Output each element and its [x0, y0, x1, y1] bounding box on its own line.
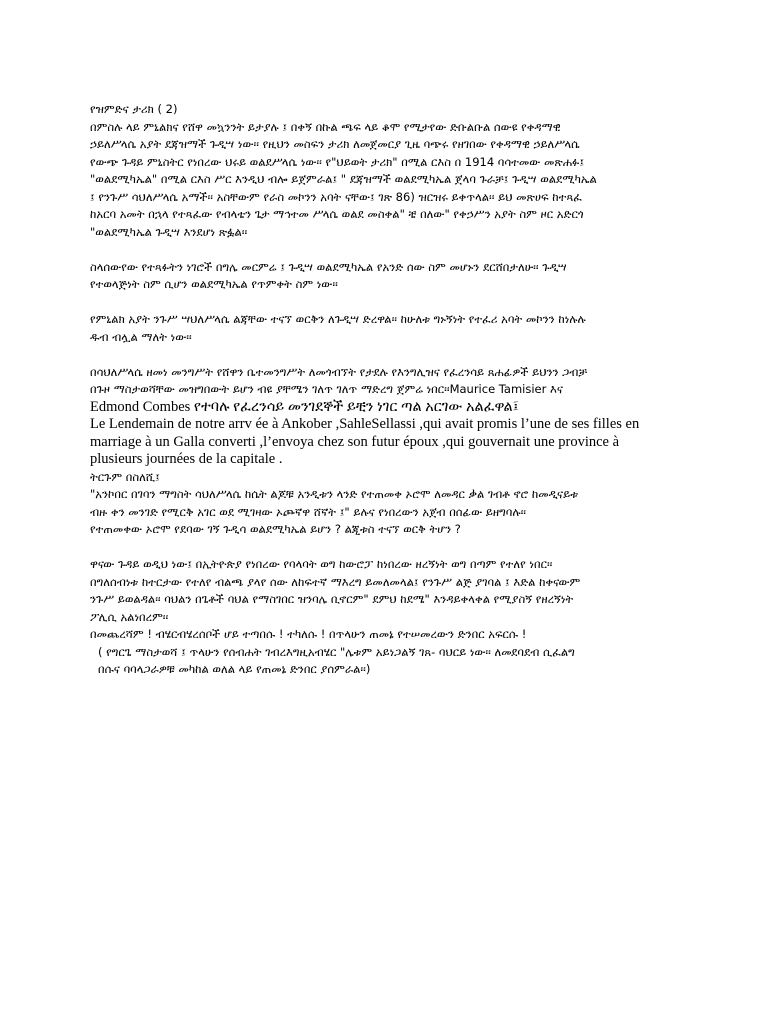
- paragraph-gap: [90, 294, 685, 312]
- paragraph-line: ዱብ ብሏል ማለት ነው፡፡: [90, 329, 192, 344]
- paragraph-gap: [90, 539, 685, 557]
- paragraph-line: የምኒልክ አያት ንጉሥ ሣህለሥላሴ ልጃቸው ተናኘ ወርቅን ለጉዲሣ ድረዋል፡፡ ከሁለቱ ግኑኝነት የተፈሪ አባት መኮንን ከነሉሉ: [90, 312, 586, 326]
- paragraph-line: በጉዞ ማስታወሻቸው መዝግበውት ይሆን ብዩ ያቸሜን ገለጥ ገለጥ ማድረግ ጀምሬ ነበር፡፡Maurice Tamisier እና: [90, 382, 563, 396]
- quote-line: plusieurs journées de la capitale .: [90, 451, 283, 467]
- paragraph-line: "ወልደሚካኤል ጉዲሣ እንደሆነ ጽፏል፡፡: [90, 224, 248, 239]
- quote-line: Le Lendemain de notre arrv ée à Ankober ,SahleSellassi ,qui avait promis l’une de ses filles en: [90, 416, 640, 432]
- paragraph-line: ከአርባ አመት በኋላ የተጻፈው የብላቴን ጌታ ማኅተመ ሥላሴ ወልደ መስቀል" ቼ በለው" የቀኃሥን አያት ስም ዞር አድርጎ: [90, 207, 584, 221]
- paragraph-gap: [90, 346, 685, 364]
- translation: [90, 486, 685, 539]
- paragraph-line: ንጉሥ ይወልዳል፡፡ ባህልን በጌቶች ባህል የማስገበር ዝንባሌ ቢኖርም" ደምህ ከደሜ" እንዳይቀላቀል የሚያስኝ የዘረኝነት: [90, 592, 574, 606]
- paragraph-line: በሳህለሥላሴ ዘመነ መንግሥት የሸዋን ቤተመንግሥት ለመጎብኘት የታደሉ የእንግሊዝና የፈረንሳይ ጸሐፊዎች ይህንን ጋብቻ: [90, 364, 588, 379]
- paragraph-line: ፖሊሲ አልነበረም፡፡: [90, 609, 169, 624]
- exclamation-line: በመጨረሻም ! ብሄርብሄረሰቦች ሆይ ተጣበሱ ! ተካለሱ ! በጥላሁን ጠመኔ የተሠመረውን ድንበር አፍርሱ !: [90, 627, 527, 641]
- translation-line: "አንኮበር በገባን ማግስት ሳህለሥላሴ ከሴት ልጆቹ አንዲቱን ላንድ የተጠመቀ ኦሮሞ ለመዳር ቃል ገብቶ ኖሮ ከመዲናይቱ: [90, 487, 578, 501]
- paragraph-line: ፤ የንጉሥ ሳህለሥላሴ አማች፡፡ አስቸውም የራስ መኮንን አባት ናቸው፤ ገጽ 86) ዝርዝሩ ይቀጥላል፡፡ ይህ መጽሀፍ ከተጻፈ: [90, 189, 582, 204]
- paragraph-line: ኃይለሥላሴ አያት ደጃዝማች ጉዲሣ ነው፡፡ የዚህን መስፍን ታሪክ ለመጀመርያ ጊዜ ባጭሩ የዘገበው የቀዳማዊ ኃይለሥላሴ: [90, 137, 580, 151]
- paragraph-line: ስላሰውየው የተጻፉትን ነገሮች በግሌ መርምሬ ፤ ጉዲሣ ወልደሚካኤል የአንድ ሰው ስም መሆኑን ደርሸበታለሁ፡፡ ጉዲሣ: [90, 259, 567, 274]
- paragraph-line: የተወላጅነት ስም ሲሆን ወልደሚካኤል የጥምቀት ስም ነው፡፡: [90, 277, 338, 291]
- paragraph-intro: [90, 119, 685, 242]
- paragraph-gap: [90, 241, 685, 259]
- paragraph-main-point: [90, 556, 685, 626]
- document-body: [90, 101, 685, 679]
- french-quote: [90, 416, 685, 469]
- paragraph-line: በግለሰብነቱ ከተርታው የተለየ ብልጫ ያላየ ሰው ለከፍተኛ ማእረግ ይመለመላል፤ የንጉሥ ልጅ ያገባል ፤ እድል ከቀናውም: [90, 574, 581, 589]
- paragraph-line: በምስሉ ላይ ምኒልክና የሸዋ መኳንንት ይታያሉ ፤ በቀኝ በኩል ጫፍ ላይ ቆሞ የሚታየው ድቡልቡል ሰውዩ የቀዳማዊ: [90, 119, 561, 134]
- paragraph-line: ዋናው ጉዳይ ወዲህ ነው፤ በኢትዮጵያ የነበረው የባላባት ወግ ከውሮፓ ከነበረው ዘረኝነት ወግ በጣም የተለየ ነበር፡፡: [90, 557, 553, 571]
- translation-line: የተጠመቀው ኦሮሞ የደባው ገኝ ጉዲሳ ወልደሚካኤል ይሆን ? ልጂቱስ ተናኘ ወርቅ ትሆን ?: [90, 522, 461, 536]
- paragraph-line: Edmond Combes የተባሉ የፈረንሳይ መንገደኞች ይቺን ነገር ጣል አርገው አልፈዋል፤: [90, 398, 519, 415]
- paragraph-marriage: [90, 311, 685, 346]
- translation-heading: ትርጉም በስለሺ፤: [90, 469, 160, 484]
- paragraph-name-identity: [90, 259, 685, 294]
- article-title: የዝምድና ታሪክ ( 2): [90, 102, 178, 116]
- paragraph-line: የውጭ ጉዳይ ምኒስትር የነበረው ህሩይ ወልደሥላሴ ነው፡፡ የ"ህይወት ታሪክ" በሚል ርእስ በ 1914 ባሳተመው መጽሐፉ፤: [90, 154, 585, 169]
- footnote-line: ( የግርጌ ማስታወሻ ፤ ጥላሁን የሰብሐት ገብረእግዚአብሄር "ሌቱም አይነጋልኝ ገጸ- ባህርይ ነው፡፡ ለመደባደብ ሲፈልግ: [98, 644, 575, 659]
- translation-line: ብዙ ቀን መንገድ የሚርቅ አገር ወደ ሚገዛው ኦጮኛዋ ሸኛት ፤" ይሉና የነበረውን አጀብ በሰፊው ይዘግባሉ፡፡: [90, 504, 526, 519]
- paragraph-line: "ወልደሚካኤል" በሚል ርእስ ሥር እንዲህ ብሎ ይጀምራል፤ " ደጃዝማች ወልደሚካኤል ጀላባ ጉራቻ፤ ጉዲሣ ወልደሚካኤል: [90, 172, 597, 186]
- quote-line: marriage à un Galla converti ,l’envoya chez son futur époux ,qui gouvernait une province à: [90, 433, 620, 450]
- footnote: [90, 644, 685, 679]
- footnote-line: በሱና ባባላጋራዎቹ መካከል ወለል ላይ የጠመኔ ድንበር ያሰምራል፡፡): [98, 662, 371, 676]
- paragraph-travelers: [90, 364, 685, 417]
